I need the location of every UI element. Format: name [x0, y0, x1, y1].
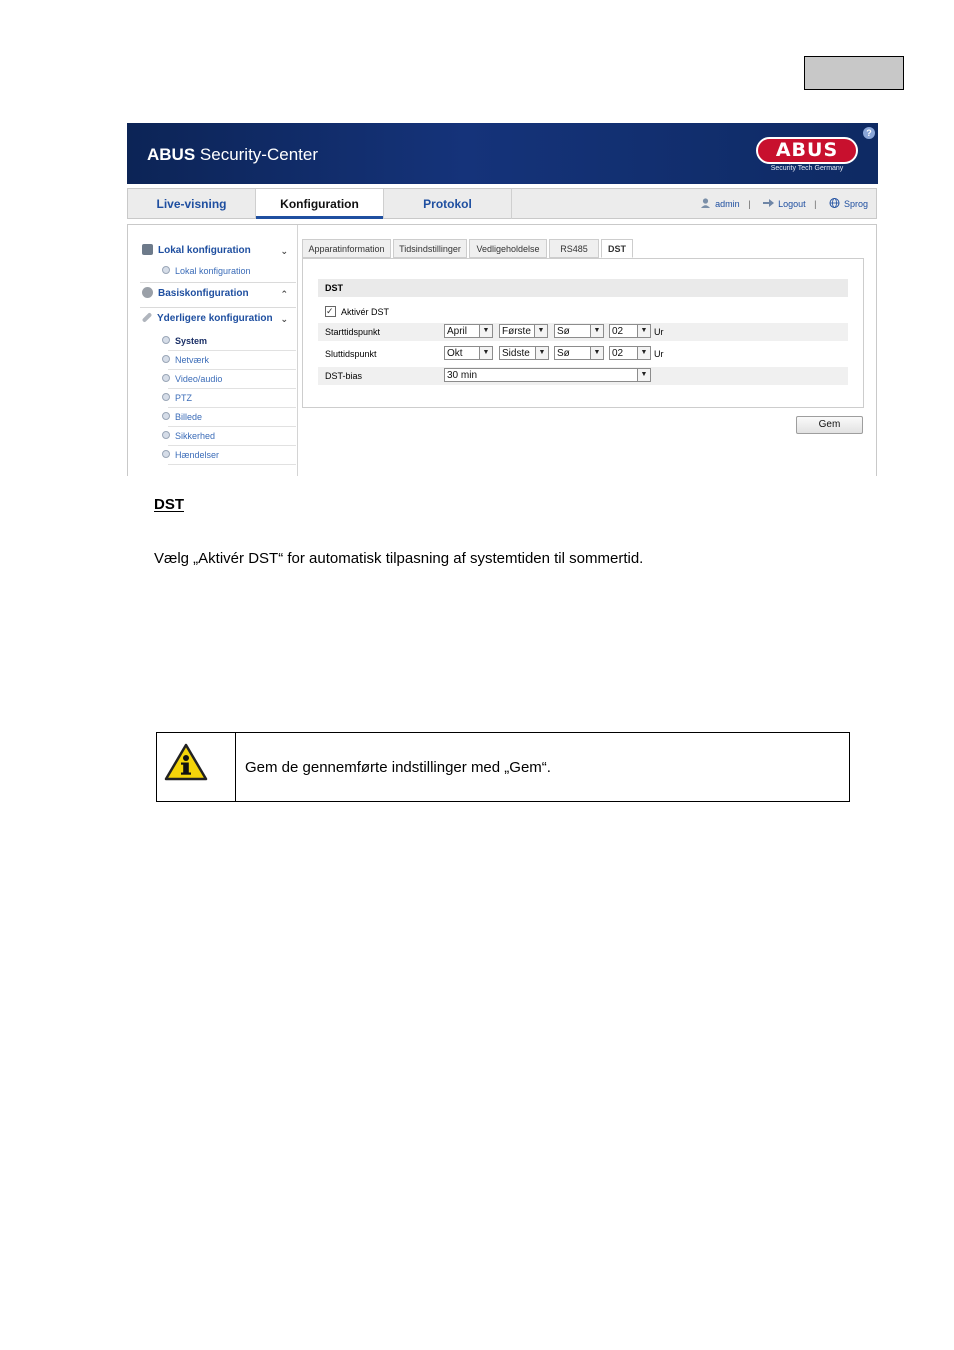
chevron-down-icon: ⌄: [280, 246, 288, 256]
dst-bias-row: DST-bias 30 min ▼: [318, 367, 848, 385]
ui-screenshot: [127, 123, 878, 476]
tab-tidsindstillinger[interactable]: Tidsindstillinger: [393, 239, 467, 258]
tab-live-visning[interactable]: Live-visning: [156, 197, 227, 211]
globe-icon: [829, 198, 840, 208]
start-hour-select[interactable]: 02 ▼: [609, 324, 651, 338]
end-day-select[interactable]: Sø ▼: [554, 346, 604, 360]
section-heading: DST: [154, 496, 184, 513]
menu-item-system[interactable]: System: [174, 332, 296, 350]
dst-bias-select[interactable]: 30 min ▼: [444, 368, 651, 382]
info-warning-icon: [164, 743, 208, 781]
menu-basiskonfiguration[interactable]: Basiskonfiguration ⌃: [142, 284, 294, 304]
dropdown-arrow-icon: ▼: [590, 325, 603, 337]
start-week-select[interactable]: Første ▼: [499, 324, 548, 338]
start-time-row: Starttidspunkt April ▼ Første ▼ Sø ▼ 02 ▼ Ur: [318, 323, 848, 341]
bullet-icon: [162, 266, 170, 274]
end-time-row: Sluttidspunkt Okt ▼ Sidste ▼ Sø ▼ 02 ▼ Ur: [325, 348, 664, 359]
instruction-paragraph: Vælg „Aktivér DST“ for automatisk tilpasning af systemtiden til sommertid.: [154, 550, 644, 567]
user-icon: [700, 198, 711, 208]
note-box: [156, 732, 850, 802]
start-day-select[interactable]: Sø ▼: [554, 324, 604, 338]
enable-dst-row: ✓Aktivér DST: [325, 305, 389, 319]
gear-icon: [142, 287, 153, 298]
app-title: ABUS Security-Center: [147, 145, 318, 164]
end-week-select[interactable]: Sidste ▼: [499, 346, 549, 360]
dropdown-arrow-icon: ▼: [637, 369, 650, 381]
computer-icon: [142, 244, 153, 255]
wrench-icon: [142, 312, 153, 323]
logout-icon: [763, 198, 774, 208]
tab-rs485[interactable]: RS485: [549, 239, 599, 258]
dropdown-arrow-icon: ▼: [637, 347, 650, 359]
tab-vedligeholdelse[interactable]: Vedligeholdelse: [469, 239, 547, 258]
language-link[interactable]: Sprog: [829, 189, 868, 220]
dropdown-arrow-icon: ▼: [479, 325, 492, 337]
chevron-up-icon: ⌃: [280, 289, 288, 299]
config-menu: [128, 225, 298, 476]
abus-logo: ABUS: [756, 137, 858, 164]
menu-item-billede[interactable]: Billede: [174, 408, 296, 426]
tab-protokol[interactable]: Protokol: [423, 197, 472, 211]
menu-item-haendelser[interactable]: Hændelser: [174, 446, 296, 464]
dropdown-arrow-icon: ▼: [637, 325, 650, 337]
logo-tagline: Security Tech Germany: [770, 165, 844, 172]
page-marker-box: [804, 56, 904, 90]
dst-panel: [302, 258, 864, 408]
section-title: DST: [318, 279, 848, 297]
menu-lokal-konfiguration[interactable]: Lokal konfiguration ⌄: [142, 241, 294, 261]
tab-apparatinformation[interactable]: Apparatinformation: [302, 239, 391, 258]
content-area: [127, 224, 877, 476]
chevron-down-icon: ⌄: [280, 314, 288, 324]
tab-konfiguration[interactable]: Konfiguration: [256, 189, 383, 219]
dropdown-arrow-icon: ▼: [534, 325, 547, 337]
dropdown-arrow-icon: ▼: [479, 347, 492, 359]
menu-sub-lokal-konfiguration[interactable]: Lokal konfiguration: [174, 262, 296, 280]
help-icon[interactable]: ?: [863, 127, 875, 139]
menu-item-sikkerhed[interactable]: Sikkerhed: [174, 427, 296, 445]
menu-yderligere-konfiguration[interactable]: Yderligere konfiguration ⌄: [142, 309, 294, 329]
user-link[interactable]: admin: [700, 189, 740, 220]
end-month-select[interactable]: Okt ▼: [444, 346, 493, 360]
menu-item-video-audio[interactable]: Video/audio: [174, 370, 296, 388]
menu-item-ptz[interactable]: PTZ: [174, 389, 296, 407]
menu-item-netvaerk[interactable]: Netværk: [174, 351, 296, 369]
enable-dst-checkbox[interactable]: [325, 306, 336, 317]
end-hour-select[interactable]: 02 ▼: [609, 346, 651, 360]
tab-dst[interactable]: DST: [601, 239, 633, 258]
dropdown-arrow-icon: ▼: [590, 347, 603, 359]
save-button[interactable]: Gem: [796, 416, 863, 434]
main-navigation: [127, 188, 877, 219]
note-text: Gem de gennemførte indstillinger med „Gem“.: [245, 759, 551, 776]
app-banner: [127, 123, 878, 184]
logout-link[interactable]: Logout: [763, 189, 806, 220]
user-bar: admin | Logout | Sprog: [696, 189, 868, 219]
dropdown-arrow-icon: ▼: [535, 347, 548, 359]
start-month-select[interactable]: April ▼: [444, 324, 493, 338]
